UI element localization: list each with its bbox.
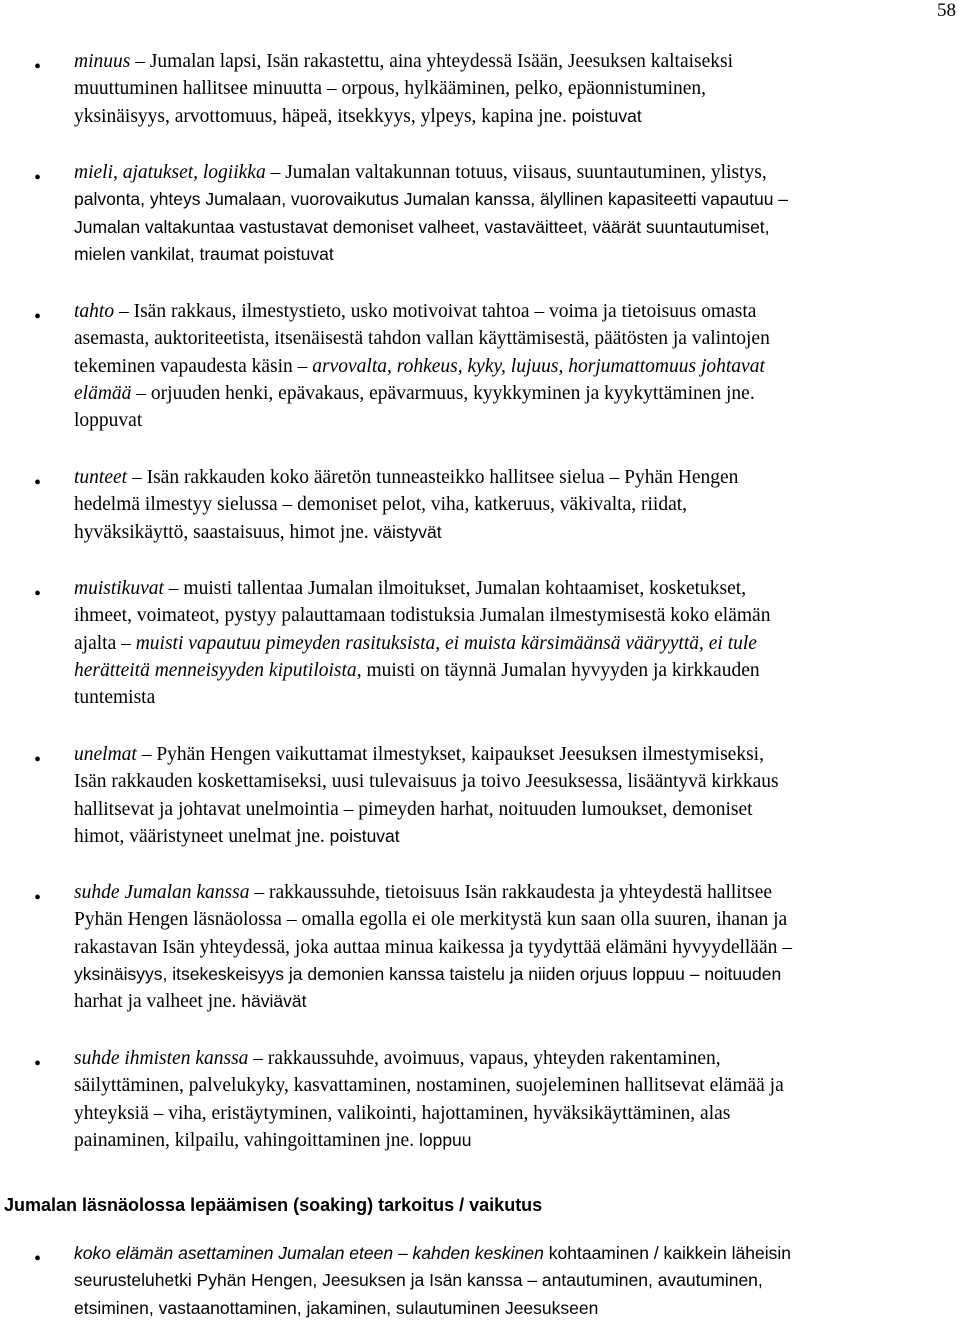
bullet-icon: • <box>34 1053 42 1075</box>
text-line <box>74 575 954 602</box>
text-line <box>74 1072 954 1099</box>
text-line <box>74 1100 954 1127</box>
text-segment: – rakkaussuhde, avoimuus, vapaus, yhteyden rakentaminen, <box>248 1048 721 1069</box>
text-line <box>74 214 954 241</box>
italic-term: muistikuvat <box>74 578 164 599</box>
list-item-text <box>74 1240 954 1322</box>
text-segment: mielen vankilat, traumat poistuvat <box>74 243 334 264</box>
text-segment: hyväksikäyttö, saastaisuus, himot jne. <box>74 521 374 543</box>
text-line <box>74 491 954 518</box>
text-line <box>74 988 954 1015</box>
section-heading: Jumalan läsnäolossa lepäämisen (soaking) tarkoitus / vaikutus <box>4 1195 543 1215</box>
text-line <box>74 879 954 906</box>
text-line <box>74 602 954 629</box>
text-line <box>74 186 954 213</box>
text-segment: Isän rakkauden koskettamiseksi, uusi tulevaisuus ja toivo Jeesuksessa, lisääntyvä kirkkaus <box>74 771 779 793</box>
text-segment: etsiminen, vastaanottaminen, jakaminen, sulautuminen Jeesukseen <box>74 1297 599 1318</box>
italic-term: suhde ihmisten kanssa <box>74 1048 249 1069</box>
italic-term: unelmat <box>74 744 137 765</box>
text-segment: hedelmä ilmestyy sielussa – demoniset pelot, viha, katkeruus, väkivalta, riidat, <box>74 494 688 516</box>
text-segment: rakastavan Isän yhteydessä, joka auttaa minua kaikessa ja tyydyttää elämäni hyvyydellään – <box>74 936 792 958</box>
list-item-text <box>74 298 954 434</box>
list-item-text <box>74 741 954 850</box>
text-segment: hallitsevat ja johtavat unelmointia – pimeyden harhat, noituuden lumoukset, demoniset <box>74 798 753 820</box>
text-segment: loppuu <box>418 1129 472 1150</box>
text-line <box>74 630 954 657</box>
text-line <box>74 823 954 850</box>
text-line <box>74 1127 954 1154</box>
text-segment: väistyvät <box>373 521 442 542</box>
text-line <box>74 48 954 75</box>
text-segment: – Isän rakkauden koko ääretön tunneasteikko hallitsee sielua – Pyhän Hengen <box>127 467 739 488</box>
text-line <box>74 684 954 711</box>
text-line <box>74 741 954 768</box>
text-segment: tuntemista <box>74 687 156 709</box>
text-line <box>74 906 954 933</box>
text-line <box>74 407 954 434</box>
text-line <box>74 380 954 407</box>
text-line <box>74 1267 954 1294</box>
text-segment: seurusteluhetki Pyhän Hengen, Jeesuksen ja Isän kanssa – antautuminen, avautuminen, <box>74 1270 763 1291</box>
italic-term: minuus <box>74 51 131 72</box>
text-line <box>74 464 954 491</box>
text-segment: – orjuuden henki, epävakaus, epävarmuus, kyykkyminen ja kyykyttäminen jne. <box>131 382 755 404</box>
text-segment: ihmeet, voimateot, pystyy palauttamaan todistuksia Jumalan ilmestymisestä koko elämän <box>74 605 771 627</box>
text-segment: häviävät <box>241 991 307 1012</box>
text-line <box>74 298 954 325</box>
list-item-text <box>74 575 954 711</box>
italic-term: tunteet <box>74 467 128 488</box>
text-segment: poistuvat <box>571 105 642 126</box>
italic-term: elämää <box>74 382 132 404</box>
text-segment: Pyhän Hengen läsnäolossa – omalla egolla ei ole merkitystä kun saan olla suuren, ihanan ja <box>74 909 788 931</box>
text-segment: kohtaaminen / kaikkein läheisin <box>543 1243 791 1263</box>
text-segment: , muisti on täynnä Jumalan hyvyyden ja kirkkauden <box>356 659 760 681</box>
text-segment: – Pyhän Hengen vaikuttamat ilmestykset, kaipaukset Jeesuksen ilmestymiseksi, <box>136 744 764 765</box>
text-line <box>74 1295 954 1322</box>
bullet-icon: • <box>34 887 42 909</box>
text-segment: – Jumalan lapsi, Isän rakastettu, aina yhteydessä Isään, Jeesuksen kaltaiseksi <box>130 51 734 72</box>
text-segment: Jumalan valtakuntaa vastustavat demoniset valheet, vastaväitteet, väärät suuntautumiset, <box>74 216 770 237</box>
text-segment: säilyttäminen, palvelukyky, kasvattaminen, nostaminen, suojeleminen hallitsevat elämää ja <box>74 1075 784 1097</box>
bullet-icon: • <box>34 583 42 605</box>
bullet-icon: • <box>34 472 42 494</box>
list-item-text <box>74 879 954 1015</box>
bullet-icon: • <box>34 306 42 328</box>
text-line <box>74 75 954 102</box>
text-segment: – muisti tallentaa Jumalan ilmoitukset, Jumalan kohtaamiset, kosketukset, <box>163 578 747 599</box>
text-line <box>74 325 954 352</box>
italic-term: arvovalta, rohkeus, kyky, lujuus, horjumattomuus johtavat <box>312 355 765 377</box>
italic-term: tahto <box>74 301 115 322</box>
text-line <box>74 1240 954 1267</box>
bullet-icon: • <box>34 167 42 189</box>
text-segment: painaminen, kilpailu, vahingoittaminen jne. <box>74 1129 419 1151</box>
list-item-text <box>74 159 954 268</box>
bullet-icon: • <box>34 56 42 78</box>
text-line <box>74 768 954 795</box>
text-line <box>74 159 954 186</box>
text-line <box>74 1045 954 1072</box>
text-segment: asemasta, auktoriteetista, itsenäisestä tahdon vallan käyttämisestä, päätösten ja valintojen <box>74 328 770 350</box>
page-number: 58 <box>937 0 956 21</box>
text-segment: palvonta, yhteys Jumalaan, vuorovaikutus Jumalan kanssa, älyllinen kapasiteetti vapautuu – <box>74 189 789 210</box>
text-line <box>74 961 954 988</box>
text-line <box>74 353 954 380</box>
text-segment: poistuvat <box>329 825 400 846</box>
bullet-icon: • <box>34 1248 42 1270</box>
text-line <box>74 103 954 130</box>
text-segment: muuttuminen hallitsee minuutta – orpous, hylkääminen, pelko, epäonnistuminen, <box>74 78 707 100</box>
text-segment: harhat ja valheet jne. <box>74 991 242 1013</box>
list-item-text <box>74 464 954 546</box>
text-line <box>74 519 954 546</box>
bullet-icon: • <box>34 749 42 771</box>
text-line <box>74 796 954 823</box>
italic-term: mieli, ajatukset, logiikka <box>74 162 266 183</box>
italic-term: herätteitä menneisyyden kiputiloista <box>74 659 357 681</box>
text-line <box>74 657 954 684</box>
italic-term: koko elämän asettaminen Jumalan eteen – kahden keskinen <box>74 1243 544 1263</box>
text-segment: – Jumalan valtakunnan totuus, viisaus, suuntautuminen, ylistys, <box>265 162 767 183</box>
text-segment: tekeminen vapaudesta käsin – <box>74 355 313 377</box>
italic-term: suhde Jumalan kanssa <box>74 882 250 903</box>
list-item-text <box>74 1045 954 1154</box>
italic-term: muisti vapautuu pimeyden rasituksista, ei muista kärsimäänsä vääryyttä, ei tule <box>135 632 757 654</box>
text-segment: yksinäisyys, arvottomuus, häpeä, itsekkyys, ylpeys, kapina jne. <box>74 105 572 127</box>
text-segment: loppuvat <box>74 410 143 432</box>
text-segment: yhteyksiä – viha, eristäytyminen, valikointi, hajottaminen, hyväksikäyttäminen, alas <box>74 1102 731 1124</box>
text-line <box>74 934 954 961</box>
text-segment: yksinäisyys, itsekeskeisyys ja demonien kanssa taistelu ja niiden orjuus loppuu – noituuden <box>74 963 782 984</box>
text-line <box>74 241 954 268</box>
text-segment: ajalta – <box>74 632 136 654</box>
text-segment: himot, vääristyneet unelmat jne. <box>74 825 330 847</box>
list-item-text <box>74 48 954 130</box>
text-segment: – Isän rakkaus, ilmestystieto, usko motivoivat tahtoa – voima ja tietoisuus omasta <box>114 301 757 322</box>
text-segment: – rakkaussuhde, tietoisuus Isän rakkaudesta ja yhteydestä hallitsee <box>249 882 773 903</box>
